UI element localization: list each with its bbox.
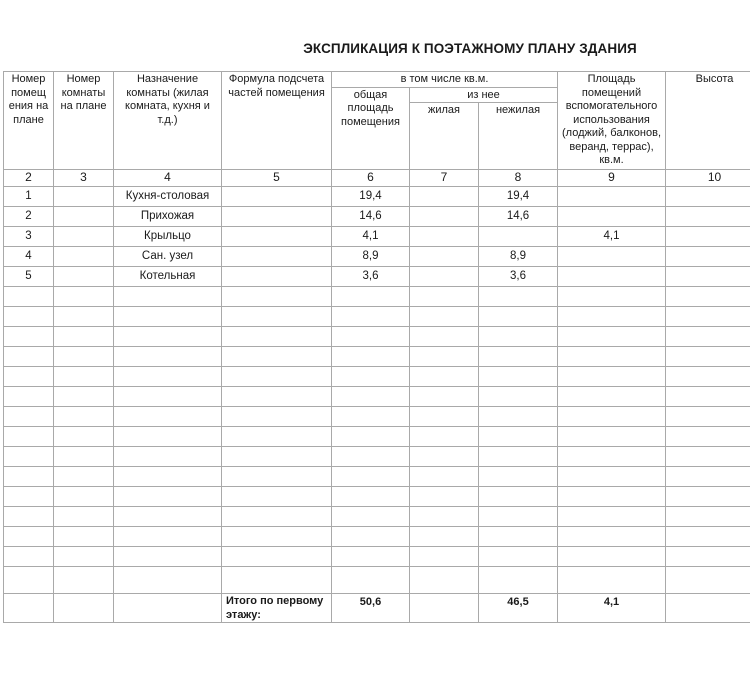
empty-cell xyxy=(332,347,410,367)
empty-cell xyxy=(479,407,558,427)
empty-cell xyxy=(54,567,114,594)
empty-cell xyxy=(410,367,479,387)
empty-cell xyxy=(410,307,479,327)
empty-cell xyxy=(479,387,558,407)
empty-cell xyxy=(558,547,666,567)
total-label: Итого по первому этажу: xyxy=(222,594,332,623)
header-height: Высота xyxy=(666,72,750,170)
empty-cell xyxy=(332,447,410,467)
empty-cell xyxy=(410,547,479,567)
empty-cell xyxy=(666,547,750,567)
header-living: жилая xyxy=(410,103,479,170)
empty-cell xyxy=(558,407,666,427)
empty-cell xyxy=(479,367,558,387)
empty-row xyxy=(4,367,750,387)
empty-cell xyxy=(4,487,54,507)
empty-cell xyxy=(479,427,558,447)
empty-cell xyxy=(479,327,558,347)
table-row xyxy=(4,267,750,287)
cell-total: 19,4 xyxy=(332,187,410,207)
column-numbers-row xyxy=(4,170,750,187)
column-number: 2 xyxy=(4,170,54,187)
cell-non-living: 8,9 xyxy=(479,247,558,267)
empty-cell xyxy=(479,347,558,367)
cell-height xyxy=(666,227,750,247)
empty-cell xyxy=(666,347,750,367)
header-of-which: из нее xyxy=(410,87,558,103)
empty-cell xyxy=(558,427,666,447)
column-number: 3 xyxy=(54,170,114,187)
empty-cell xyxy=(222,367,332,387)
empty-cell xyxy=(222,527,332,547)
empty-cell xyxy=(4,287,54,307)
cell-total: 3,6 xyxy=(332,267,410,287)
empty-cell xyxy=(222,307,332,327)
empty-cell xyxy=(114,507,222,527)
empty-cell xyxy=(222,387,332,407)
cell-purpose: Прихожая xyxy=(114,207,222,227)
cell-living xyxy=(410,267,479,287)
document-title: ЭКСПЛИКАЦИЯ К ПОЭТАЖНОМУ ПЛАНУ ЗДАНИЯ xyxy=(303,41,637,56)
empty-cell xyxy=(410,467,479,487)
empty-cell xyxy=(666,567,750,594)
cell-aux xyxy=(558,267,666,287)
empty-cell xyxy=(666,467,750,487)
empty-row xyxy=(4,487,750,507)
empty-cell xyxy=(410,427,479,447)
empty-cell xyxy=(479,567,558,594)
empty-cell xyxy=(479,527,558,547)
empty-cell xyxy=(4,327,54,347)
empty-cell xyxy=(222,427,332,447)
cell-num: 1 xyxy=(4,187,54,207)
cell-room xyxy=(54,227,114,247)
empty-cell xyxy=(4,347,54,367)
header-formula: Формула подсчета частей помещения xyxy=(222,72,332,170)
empty-cell xyxy=(4,567,54,594)
empty-row xyxy=(4,447,750,467)
column-number: 8 xyxy=(479,170,558,187)
empty-cell xyxy=(4,594,54,623)
empty-cell xyxy=(4,387,54,407)
cell-room xyxy=(54,267,114,287)
empty-cell xyxy=(54,407,114,427)
empty-cell xyxy=(666,387,750,407)
empty-cell xyxy=(54,594,114,623)
cell-non-living: 19,4 xyxy=(479,187,558,207)
header-including: в том числе кв.м. xyxy=(332,72,558,88)
empty-row xyxy=(4,387,750,407)
empty-cell xyxy=(479,487,558,507)
empty-cell xyxy=(666,287,750,307)
table-row xyxy=(4,247,750,267)
empty-row xyxy=(4,467,750,487)
table-row xyxy=(4,207,750,227)
cell-height xyxy=(666,247,750,267)
empty-cell xyxy=(222,487,332,507)
empty-cell xyxy=(222,287,332,307)
empty-cell xyxy=(114,487,222,507)
empty-cell xyxy=(4,547,54,567)
empty-cell xyxy=(114,427,222,447)
empty-cell xyxy=(4,367,54,387)
total-living-sum xyxy=(410,594,479,623)
empty-cell xyxy=(479,547,558,567)
table-row xyxy=(4,187,750,207)
empty-cell xyxy=(410,327,479,347)
column-number: 7 xyxy=(410,170,479,187)
empty-cell xyxy=(666,407,750,427)
cell-height xyxy=(666,187,750,207)
empty-cell xyxy=(332,287,410,307)
empty-cell xyxy=(558,507,666,527)
empty-cell xyxy=(479,507,558,527)
empty-cell xyxy=(666,307,750,327)
cell-height xyxy=(666,267,750,287)
empty-cell xyxy=(558,567,666,594)
empty-cell xyxy=(410,567,479,594)
empty-cell xyxy=(54,367,114,387)
empty-cell xyxy=(558,487,666,507)
cell-num: 2 xyxy=(4,207,54,227)
empty-row xyxy=(4,347,750,367)
empty-row xyxy=(4,407,750,427)
cell-living xyxy=(410,187,479,207)
empty-cell xyxy=(558,307,666,327)
cell-living xyxy=(410,207,479,227)
table-row xyxy=(4,227,750,247)
empty-cell xyxy=(222,347,332,367)
empty-cell xyxy=(114,594,222,623)
empty-row xyxy=(4,527,750,547)
empty-cell xyxy=(114,407,222,427)
empty-cell xyxy=(558,287,666,307)
cell-num: 4 xyxy=(4,247,54,267)
empty-cell xyxy=(4,427,54,447)
cell-room xyxy=(54,207,114,227)
empty-cell xyxy=(54,547,114,567)
empty-cell xyxy=(479,287,558,307)
empty-cell xyxy=(54,447,114,467)
empty-cell xyxy=(114,327,222,347)
empty-cell xyxy=(54,387,114,407)
empty-cell xyxy=(54,427,114,447)
empty-cell xyxy=(332,327,410,347)
empty-cell xyxy=(4,527,54,547)
empty-cell xyxy=(479,467,558,487)
empty-cell xyxy=(410,527,479,547)
total-row xyxy=(4,594,750,623)
empty-cell xyxy=(114,527,222,547)
empty-cell xyxy=(666,527,750,547)
header-total-area: общая площадь помещения xyxy=(332,87,410,170)
empty-cell xyxy=(114,447,222,467)
cell-non-living: 14,6 xyxy=(479,207,558,227)
cell-living xyxy=(410,227,479,247)
column-number: 6 xyxy=(332,170,410,187)
empty-cell xyxy=(332,427,410,447)
cell-formula xyxy=(222,207,332,227)
empty-cell xyxy=(558,467,666,487)
empty-cell xyxy=(332,527,410,547)
empty-row xyxy=(4,567,750,594)
empty-cell xyxy=(479,447,558,467)
empty-cell xyxy=(666,367,750,387)
header-room-number: Номер помещ ения на плане xyxy=(4,72,54,170)
empty-cell xyxy=(54,347,114,367)
empty-cell xyxy=(666,507,750,527)
cell-height xyxy=(666,207,750,227)
empty-cell xyxy=(114,547,222,567)
cell-formula xyxy=(222,227,332,247)
empty-cell xyxy=(222,407,332,427)
empty-cell xyxy=(558,527,666,547)
empty-cell xyxy=(54,467,114,487)
empty-cell xyxy=(54,307,114,327)
empty-row xyxy=(4,327,750,347)
empty-cell xyxy=(54,327,114,347)
empty-cell xyxy=(332,487,410,507)
cell-room xyxy=(54,247,114,267)
header-purpose: Назначение комнаты (жилая комната, кухня и т.д.) xyxy=(114,72,222,170)
empty-cell xyxy=(222,547,332,567)
empty-cell xyxy=(4,447,54,467)
cell-purpose: Сан. узел xyxy=(114,247,222,267)
total-aux-sum: 4,1 xyxy=(558,594,666,623)
empty-cell xyxy=(558,367,666,387)
empty-cell xyxy=(4,467,54,487)
empty-cell xyxy=(222,327,332,347)
empty-cell xyxy=(410,407,479,427)
cell-total: 14,6 xyxy=(332,207,410,227)
empty-cell xyxy=(332,467,410,487)
empty-cell xyxy=(332,307,410,327)
empty-cell xyxy=(114,387,222,407)
empty-cell xyxy=(666,427,750,447)
empty-cell xyxy=(332,367,410,387)
empty-cell xyxy=(332,567,410,594)
column-number: 5 xyxy=(222,170,332,187)
header-room-number-plan: Номер комнаты на плане xyxy=(54,72,114,170)
total-height xyxy=(666,594,750,623)
empty-row xyxy=(4,287,750,307)
empty-row xyxy=(4,547,750,567)
empty-cell xyxy=(54,287,114,307)
empty-cell xyxy=(54,487,114,507)
cell-aux: 4,1 xyxy=(558,227,666,247)
empty-row xyxy=(4,427,750,447)
empty-cell xyxy=(332,507,410,527)
empty-cell xyxy=(4,507,54,527)
column-number: 10 xyxy=(666,170,750,187)
cell-aux xyxy=(558,247,666,267)
empty-cell xyxy=(114,347,222,367)
empty-cell xyxy=(558,327,666,347)
empty-cell xyxy=(222,467,332,487)
empty-cell xyxy=(114,287,222,307)
empty-cell xyxy=(4,307,54,327)
empty-cell xyxy=(666,487,750,507)
empty-cell xyxy=(479,307,558,327)
empty-cell xyxy=(410,387,479,407)
cell-aux xyxy=(558,187,666,207)
empty-cell xyxy=(558,387,666,407)
empty-cell xyxy=(558,347,666,367)
empty-cell xyxy=(222,507,332,527)
empty-cell xyxy=(410,287,479,307)
empty-cell xyxy=(114,367,222,387)
cell-num: 3 xyxy=(4,227,54,247)
cell-total: 8,9 xyxy=(332,247,410,267)
empty-cell xyxy=(332,387,410,407)
empty-row xyxy=(4,307,750,327)
empty-cell xyxy=(114,307,222,327)
cell-total: 4,1 xyxy=(332,227,410,247)
empty-cell xyxy=(410,507,479,527)
header-auxiliary: Площадь помещений вспомогательного использования (лоджий, балконов, веранд, террас), кв.м. xyxy=(558,72,666,170)
cell-non-living xyxy=(479,227,558,247)
empty-cell xyxy=(114,567,222,594)
empty-cell xyxy=(114,467,222,487)
empty-cell xyxy=(54,507,114,527)
empty-row xyxy=(4,507,750,527)
empty-cell xyxy=(666,447,750,467)
cell-formula xyxy=(222,267,332,287)
empty-cell xyxy=(558,447,666,467)
empty-cell xyxy=(332,407,410,427)
cell-num: 5 xyxy=(4,267,54,287)
empty-cell xyxy=(410,487,479,507)
empty-cell xyxy=(332,547,410,567)
cell-aux xyxy=(558,207,666,227)
cell-purpose: Котельная xyxy=(114,267,222,287)
cell-room xyxy=(54,187,114,207)
empty-cell xyxy=(222,567,332,594)
empty-cell xyxy=(4,407,54,427)
empty-cell xyxy=(54,527,114,547)
cell-formula xyxy=(222,247,332,267)
column-number: 4 xyxy=(114,170,222,187)
empty-cell xyxy=(666,327,750,347)
cell-purpose: Крыльцо xyxy=(114,227,222,247)
empty-cell xyxy=(222,447,332,467)
cell-living xyxy=(410,247,479,267)
explication-table xyxy=(3,71,750,623)
total-non-living-sum: 46,5 xyxy=(479,594,558,623)
empty-cell xyxy=(410,347,479,367)
cell-purpose: Кухня-столовая xyxy=(114,187,222,207)
header-non-living: нежилая xyxy=(479,103,558,170)
total-area-sum: 50,6 xyxy=(332,594,410,623)
cell-non-living: 3,6 xyxy=(479,267,558,287)
column-number: 9 xyxy=(558,170,666,187)
empty-cell xyxy=(410,447,479,467)
cell-formula xyxy=(222,187,332,207)
